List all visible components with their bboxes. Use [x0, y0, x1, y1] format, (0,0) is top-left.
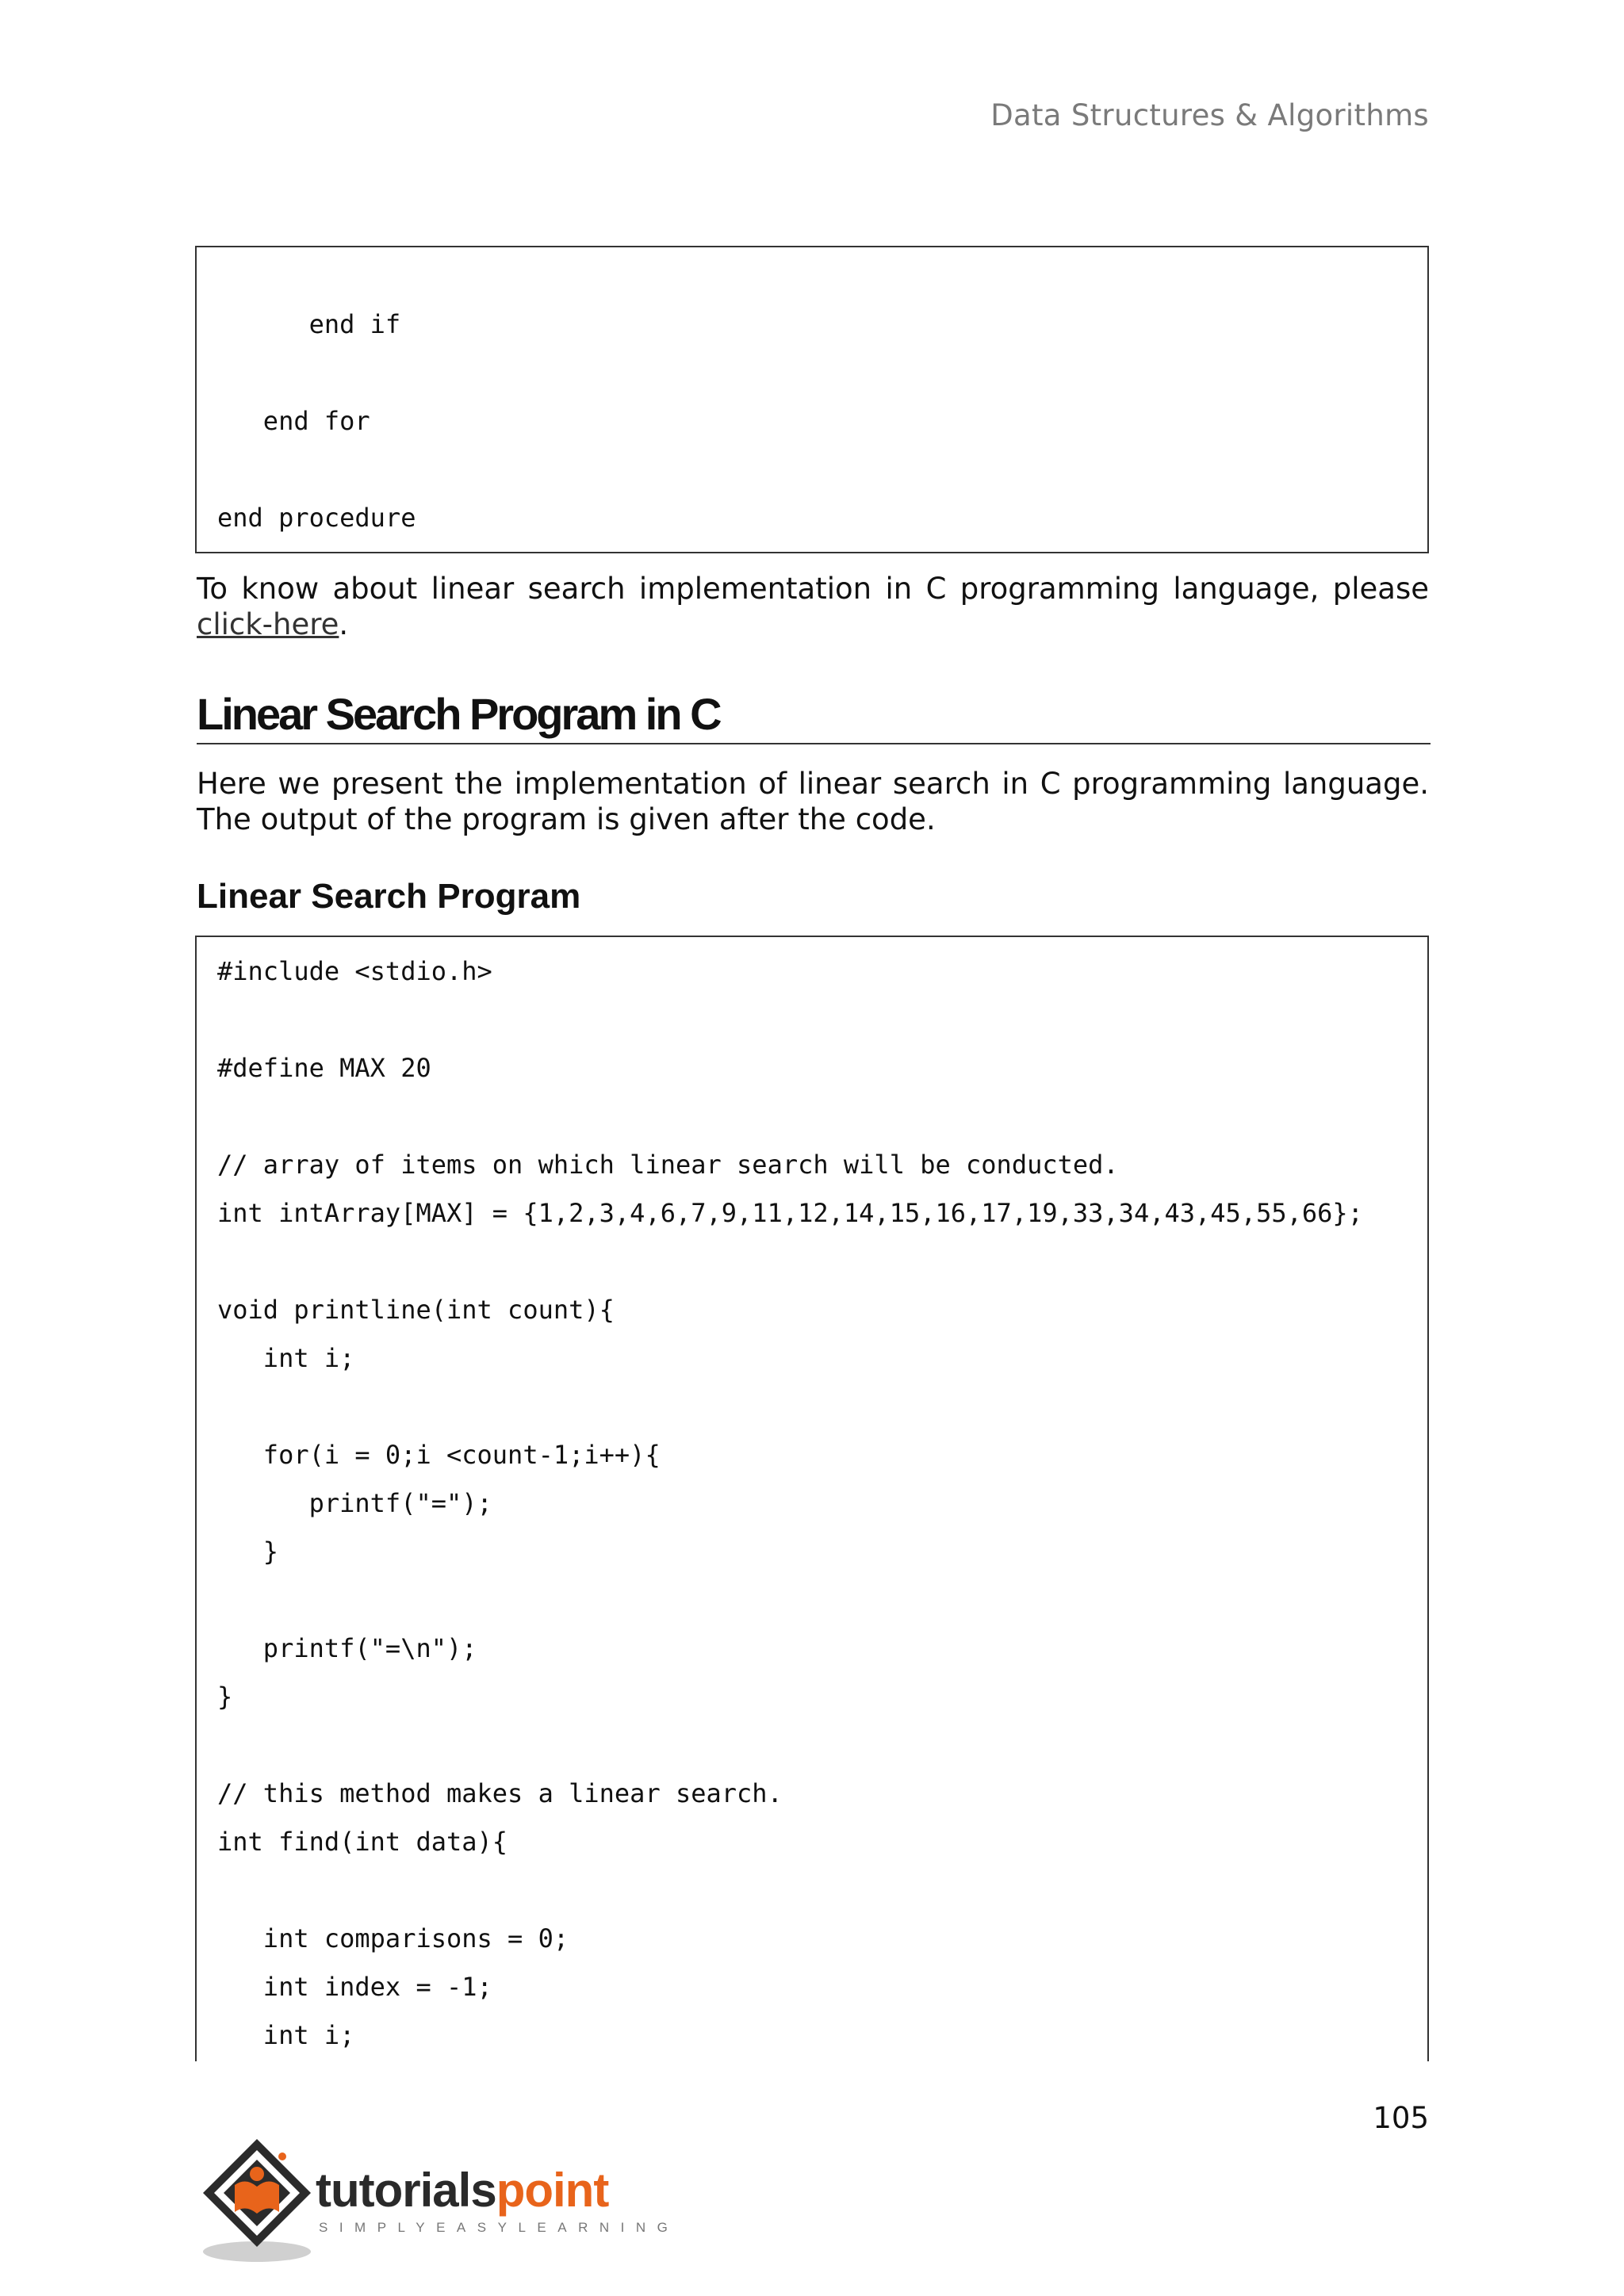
code-line: int i;: [217, 1343, 355, 1373]
logo-text-tutorials: tutorials: [316, 2164, 496, 2217]
subheading: Linear Search Program: [197, 877, 581, 916]
code-line: int index = -1;: [217, 1972, 492, 2002]
logo-icon: [195, 2133, 322, 2267]
logo-wordmark: [316, 2163, 608, 2218]
click-here-link[interactable]: click-here: [197, 607, 339, 641]
code-line: }: [217, 1536, 279, 1567]
code-line: }: [217, 1682, 233, 1712]
code-line: printf("=\n");: [217, 1633, 477, 1663]
code-line: // this method makes a linear search.: [217, 1778, 783, 1808]
code-line: // array of items on which linear search will be conducted.: [217, 1150, 1119, 1180]
tutorialspoint-logo: [195, 2133, 680, 2271]
code-line: int intArray[MAX] = {1,2,3,4,6,7,9,11,12,14,15,16,17,19,33,34,43,45,55,66};: [217, 1198, 1363, 1228]
code-line: end for: [217, 406, 370, 436]
paragraph-text-end: .: [339, 607, 349, 641]
description-paragraph: Here we present the implementation of linear search in C programming language. The output of the program is given after the code.: [197, 767, 1429, 836]
running-header: Data Structures & Algorithms: [990, 98, 1429, 132]
code-line: void printline(int count){: [217, 1295, 615, 1325]
code-line: #include <stdio.h>: [217, 956, 492, 986]
code-line: int comparisons = 0;: [217, 1923, 569, 1954]
code-line: int i;: [217, 2020, 355, 2050]
code-block-pseudocode: [195, 246, 1429, 553]
code-line: end if: [217, 309, 401, 339]
logo-text-point: point: [496, 2164, 609, 2217]
logo-tagline: SIMPLYEASYLEARNING: [319, 2220, 680, 2235]
page-number: 105: [1373, 2101, 1429, 2135]
paragraph-text: To know about linear search implementation in C programming language, please: [197, 572, 1429, 606]
code-line: int find(int data){: [217, 1827, 508, 1857]
code-block-linear-search: [195, 936, 1429, 2061]
code-line: printf("=");: [217, 1488, 492, 1518]
code-line: for(i = 0;i <count-1;i++){: [217, 1440, 661, 1470]
section-heading: Linear Search Program in C: [197, 688, 1431, 744]
code-line: end procedure: [217, 503, 416, 533]
code-line: #define MAX 20: [217, 1053, 431, 1083]
intro-paragraph: [197, 571, 1429, 642]
